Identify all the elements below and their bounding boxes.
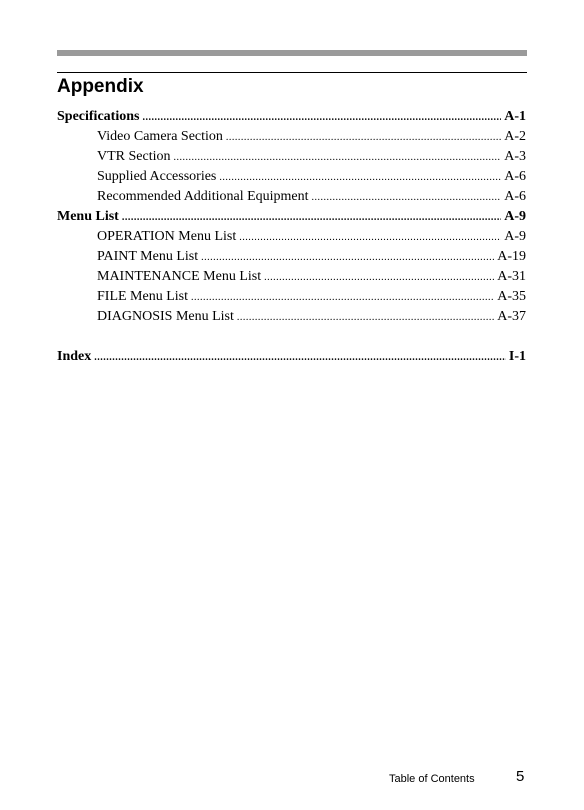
- toc-entry-maintenance-menu-list[interactable]: [57, 267, 526, 287]
- toc-entry-paint-menu-list[interactable]: [57, 247, 526, 267]
- toc-entry-page: A-9: [504, 229, 526, 244]
- toc-entry-title: Video Camera Section: [97, 129, 223, 144]
- toc-entry-title: VTR Section: [97, 149, 171, 164]
- toc-entry-menu-list[interactable]: [57, 207, 526, 227]
- toc-entry-supplied-accessories[interactable]: [57, 167, 526, 187]
- toc-entry-title: PAINT Menu List: [97, 249, 199, 264]
- toc-entry-video-camera-section[interactable]: [57, 127, 526, 147]
- dot-leader: [191, 288, 494, 307]
- table-of-contents: [57, 107, 526, 367]
- footer-label: Table of Contents: [389, 773, 475, 785]
- toc-entry-page: A-31: [497, 269, 526, 284]
- section-title: Appendix: [57, 76, 144, 97]
- dot-leader: [226, 128, 501, 147]
- toc-entry-title: Supplied Accessories: [97, 169, 217, 184]
- toc-entry-title: Recommended Additional Equipment: [97, 189, 309, 204]
- toc-entry-vtr-section[interactable]: [57, 147, 526, 167]
- toc-entry-page: A-37: [497, 309, 526, 324]
- toc-entry-page: A-35: [497, 289, 526, 304]
- toc-entry-specifications[interactable]: [57, 107, 526, 127]
- toc-entry-title: FILE Menu List: [97, 289, 188, 304]
- toc-entry-diagnosis-menu-list[interactable]: [57, 307, 526, 327]
- toc-entry-page: A-2: [504, 129, 526, 144]
- section-divider: [57, 72, 527, 73]
- toc-entry-title: OPERATION Menu List: [97, 229, 237, 244]
- toc-entry-recommended-additional-equipment[interactable]: [57, 187, 526, 207]
- toc-entry-page: A-1: [504, 109, 526, 124]
- toc-entry-page: A-9: [504, 209, 526, 224]
- dot-leader: [142, 108, 501, 127]
- toc-entry-title: Specifications: [57, 109, 140, 124]
- toc-entry-title: MAINTENANCE Menu List: [97, 269, 262, 284]
- dot-leader: [122, 208, 501, 227]
- page-number: 5: [516, 768, 525, 785]
- dot-leader: [264, 268, 494, 287]
- toc-entry-page: A-6: [504, 189, 526, 204]
- toc-entry-operation-menu-list[interactable]: [57, 227, 526, 247]
- dot-leader: [219, 168, 501, 187]
- dot-leader: [201, 248, 494, 267]
- toc-entry-index[interactable]: [57, 347, 526, 367]
- dot-leader: [237, 308, 494, 327]
- toc-entry-title: Index: [57, 349, 92, 364]
- toc-entry-file-menu-list[interactable]: [57, 287, 526, 307]
- toc-entry-page: I-1: [508, 349, 526, 364]
- dot-leader: [239, 228, 501, 247]
- header-bar: [57, 50, 527, 56]
- toc-entry-page: A-3: [504, 149, 526, 164]
- dot-leader: [94, 348, 506, 367]
- toc-entry-title: Menu List: [57, 209, 119, 224]
- toc-entry-title: DIAGNOSIS Menu List: [97, 309, 234, 324]
- dot-leader: [174, 148, 502, 167]
- toc-entry-page: A-6: [504, 169, 526, 184]
- toc-entry-page: A-19: [497, 249, 526, 264]
- dot-leader: [312, 188, 502, 207]
